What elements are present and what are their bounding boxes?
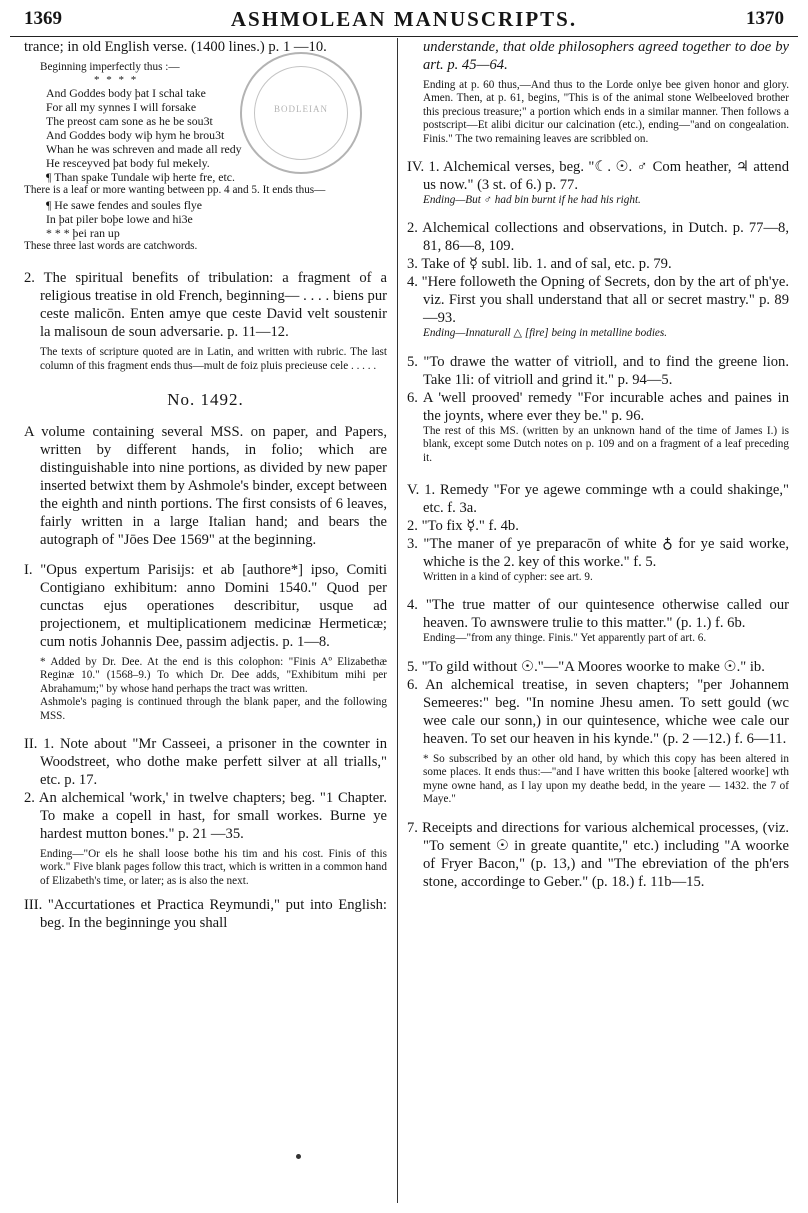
- entry-continuation: understande, that olde philosophers agreed together to doe by art. p. 45—64.: [423, 39, 789, 73]
- entry-item: 4. "Here followeth the Opning of Secrets, don by the art of ph'ye. viz. First you shall understand that all or secret mastry." p. 89—93.: [407, 274, 789, 327]
- note-text: Ending—"Or els he shall loose bothe his tim and his cost. Finis of this work." Five blank pages follow this tract, which is written in a common hand of Elizabeth's time, or later; as is also the next.: [40, 848, 387, 887]
- footnote: * So subscribed by an other old hand, by which this copy has been altered in some places. It ends thus:—"and I have written this booke [altered woorke] wth myne owne hand, as I lay upon my deathe bedd, in the yeare — 1432. the 7 of Maye.": [423, 752, 789, 806]
- note-text: Ending—But ♂ had bin burnt if he had his right.: [423, 194, 641, 207]
- entry-item: 2. The spiritual benefits of tribulation: a fragment of a religious treatise in old French, beginning— . . . . biens pur ceste malicōn. Enten amye que ceste David velt soustenir la malisoun de soun adversarie. p. 11—12.: [24, 270, 387, 341]
- verse-line: He resceyved þat body ful mekely.: [46, 156, 210, 171]
- note-text: Ending at p. 60 thus,—And thus to the Lorde onlye bee given honor and glory. Amen. Then, at p. 61, begins, "This is of the animal stone Welbeeloved brother this precious treasure;" a portion which ends in a similar manner. Then follows a postscript—Et alibi dicitur our calcination (etc.), ending—"and on congealation. Finis." The two remaining leaves are scribbled on.: [423, 79, 789, 145]
- running-title: ASHMOLEAN MANUSCRIPTS.: [230, 7, 578, 31]
- verse-line: And Goddes body wiþ hym he brou3t: [46, 128, 225, 143]
- note-text: Ashmole's paging is continued through the blank paper, and the following MSS.: [40, 696, 387, 722]
- entry-item: 6. An alchemical treatise, in seven chapters; "per Johannem Semeeres:" beg. "In nomine Jhesu amen. To sett gould (wc wee cale our sonn,) in our quintesence, whiche wee cale our heaven. To set our heaven in his kynde." (p. 2 —12.) f. 6—11.: [407, 676, 789, 747]
- entry-item: V. 1. Remedy "For ye agewe comminge wth a could shakinge," etc. f. 3a.: [407, 482, 789, 517]
- verse-line: ¶ Than spake Tundale wiþ herte fre, etc.: [46, 170, 235, 185]
- column-divider: [397, 38, 398, 1203]
- entry-item: I. "Opus expertum Parisijs: et ab [authore*] ipso, Comiti Contigiano exhibitum: anno Domini 1540." Quod per cunctas ejus operationes describitur, usque ad projectionem, et multiplicationem medicinæ Hermeticæ; cum notis Johannis Dee, passim adjectis. p. 1—8.: [24, 562, 387, 651]
- entry-item: IV. 1. Alchemical verses, beg. "☾. ☉. ♂ Com heather, ♃ attend us now." (3 st. of 6.) p. 77.: [407, 159, 789, 194]
- left-column: [24, 38, 387, 1205]
- verse-line: The preost cam sone as he be sou3t: [46, 114, 213, 129]
- entry-continuation: trance; in old English verse. (1400 lines.) p. 1 —10.: [24, 39, 327, 55]
- note-text: Ending—Innaturall △ [fire] being in metalline bodies.: [423, 327, 668, 340]
- entry-item: 6. A 'well prooved' remedy "For incurable aches and paines in the joynts, where ever they be." p. 96.: [407, 389, 789, 424]
- footnote: * Added by Dr. Dee. At the end is this colophon: "Finis Aº Elizabethæ Reginæ 10." (1568–9.) To which Dr. Dee adds, "Exhibitum mihi per Abrahamum;" by whose hand perhaps the tract was written.: [40, 656, 387, 695]
- entry-item: 5. "To gild without ☉."—"A Moores woorke to make ☉." ib.: [407, 658, 765, 675]
- stamp-text: BODLEIAN: [274, 104, 328, 114]
- entry-item: II. 1. Note about "Mr Casseei, a prisoner in the cownter in Woodstreet, who dothe make perfett silver at all trialls," etc. p. 17.: [24, 736, 387, 789]
- entry-item: 5. "To drawe the watter of vitrioll, and to find the greene lion. Take 1li: of vitrioll and grind it." p. 94—5.: [407, 353, 789, 388]
- entry-item: 2. Alchemical collections and observations, in Dutch. p. 77—8, 81, 86—8, 109.: [407, 220, 789, 255]
- note-text: There is a leaf or more wanting between pp. 4 and 5. It ends thus—: [24, 184, 326, 197]
- note-text: Ending—"from any thinge. Finis." Yet apparently part of art. 6.: [423, 632, 707, 645]
- verse-line: In þat piler boþe lowe and hi3e: [46, 211, 193, 226]
- note-beginning: Beginning imperfectly thus :—: [40, 61, 180, 73]
- entry-item: 4. "The true matter of our quintesence otherwise called our heaven. To awnswere trulie to this matter." (p. 1.) f. 6b.: [407, 597, 789, 632]
- note-text: The rest of this MS. (written by an unknown hand of the time of James I.) is blank, except some Dutch notes on p. 109 and on a fragment of a leaf preceding it.: [423, 424, 789, 464]
- verse-line: Whan he was schreven and made all redy: [46, 142, 242, 157]
- verse-line: For all my synnes I will forsake: [46, 100, 197, 115]
- entry-item: 3. Take of ☿ subl. lib. 1. and of sal, etc. p. 79.: [407, 256, 672, 273]
- manuscript-heading: No. 1492.: [167, 390, 244, 410]
- right-column: [407, 38, 789, 1205]
- entry-item: 2. An alchemical 'work,' in twelve chapters; beg. "1 Chapter. To make a copell in hast, for small workes. Burne ye hardest mutton bones." p. 21 —35.: [24, 790, 387, 843]
- entry-item: 3. "The maner of ye preparacōn of white ♁ for ye said worke, whiche is the 2. key of this worke." f. 5.: [407, 536, 789, 571]
- note-text: Written in a kind of cypher: see art. 9.: [423, 571, 593, 584]
- verse-line: ¶ He sawe fendes and soules flye: [46, 197, 203, 212]
- entry-item: 7. Receipts and directions for various alchemical processes, (viz. "To sement ☉ in greate quantite," etc.) including "A woorke of Fryer Bacon," (p. 13,) and "The ebreviation of the ph'ers stone, accordinge to Geber." (p. 18.) f. 11b—15.: [407, 819, 789, 890]
- right-page-number: 1370: [746, 8, 784, 29]
- entry-item: 2. "To fix ☿." f. 4b.: [407, 518, 519, 535]
- left-page-number: 1369: [24, 8, 62, 29]
- note-text: The texts of scripture quoted are in Latin, and written with rubric. The last column of this fragment ends thus—mult de foiz pluis precieuse cele . . . . .: [40, 346, 387, 372]
- note-text: These three last words are catchwords.: [24, 239, 198, 252]
- page-header: [10, 6, 798, 37]
- verse-line: * * * þei ran up: [46, 225, 120, 240]
- ellipsis-stars: * * * *: [94, 74, 139, 87]
- entry-description: A volume containing several MSS. on paper, and Papers, written by different hands, in folio; which are distinguishable into nine portions, as divided by new paper inserted betwixt them by Ashmole's binder, except between the eighth and ninth portions. The first consists of 6 leaves, fairly written in a large Italian hand; and bears the autograph of "Jōes Dee 1569" at the beginning.: [24, 424, 387, 549]
- ink-spot: [296, 1154, 301, 1159]
- verse-line: And Goddes body þat I schal take: [46, 86, 206, 101]
- entry-item: III. "Accurtationes et Practica Reymundi," put into English: beg. In the beginninge you shall: [24, 897, 387, 932]
